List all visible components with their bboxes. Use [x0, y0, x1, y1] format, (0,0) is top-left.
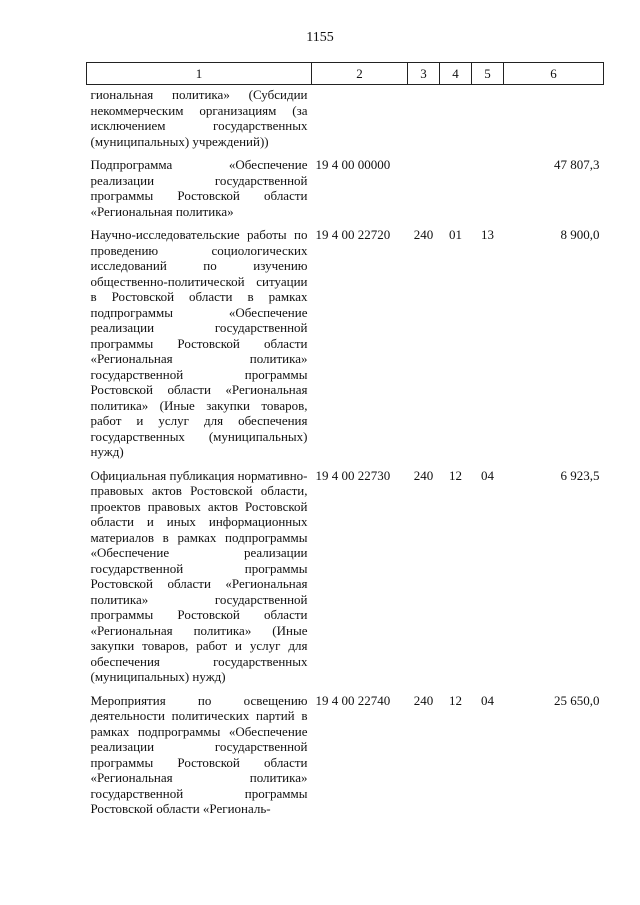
- row-code: 19 4 00 00000: [315, 157, 391, 172]
- row-name: Мероприятия по освещению деятельности политических партий в рамках подпрограммы «Обеспечение реализации государственной программы Ростовской области «Региональная политика» государственной программы Ростовской области «Региональ-: [90, 692, 308, 816]
- budget-table: [86, 62, 604, 825]
- row-rz: 12: [449, 692, 462, 708]
- row-amount: 25 650,0: [554, 692, 600, 708]
- page-number: 1155: [306, 30, 334, 45]
- row-vr: 240: [413, 692, 434, 708]
- row-amount: [504, 85, 604, 158]
- row-name: Научно-исследовательские работы по проведению социологических исследований по изучению общественно-политической ситуации в Ростовской области в рамках подпрограммы «Обеспечение реализации государственной программы Ростовской области «Региональная политика» государственной программы Ростовской области «Региональная политика» (Иные закупки товаров, работ и услуг для обеспечения государственных (муниципальных) нужд): [90, 227, 308, 459]
- row-rz: [440, 157, 472, 227]
- header-col-6: 6: [504, 63, 604, 85]
- row-code: 19 4 00 22730: [315, 467, 391, 483]
- header-col-4: 4: [440, 63, 472, 85]
- header-col-5: 5: [472, 63, 504, 85]
- table-row: [87, 85, 604, 158]
- row-pr: 04: [481, 467, 494, 483]
- table-row: [87, 468, 604, 693]
- row-vr: [408, 85, 440, 158]
- row-name: гиональная политика» (Субсидии некоммерческим организациям (за исключением государственных (муниципальных) учреждений)): [90, 87, 308, 149]
- row-rz: 01: [449, 227, 462, 242]
- header-col-3: 3: [408, 63, 440, 85]
- row-pr: 13: [481, 227, 494, 242]
- header-col-1: 1: [87, 63, 312, 85]
- row-pr: 04: [481, 692, 494, 708]
- row-vr: [408, 157, 440, 227]
- row-name: Подпрограмма «Обеспечение реализации государственной программы Ростовской области «Региональная политика»: [90, 157, 308, 219]
- table-body: [87, 85, 604, 825]
- table-header: [87, 63, 604, 85]
- table-row: [87, 227, 604, 468]
- header-row: [87, 63, 604, 85]
- row-pr: [472, 157, 504, 227]
- row-amount: 6 923,5: [560, 467, 600, 483]
- row-code: 19 4 00 22720: [315, 227, 391, 242]
- table-row: [87, 693, 604, 825]
- row-code: [312, 85, 408, 158]
- row-amount: 8 900,0: [560, 227, 600, 242]
- row-amount: 47 807,3: [554, 157, 600, 172]
- row-vr: 240: [413, 467, 434, 483]
- row-pr: [472, 85, 504, 158]
- table-row: [87, 157, 604, 227]
- row-rz: 12: [449, 467, 462, 483]
- header-col-2: 2: [312, 63, 408, 85]
- row-rz: [440, 85, 472, 158]
- row-name: Официальная публикация нормативно-правовых актов Ростовской области, проектов правовых актов Ростовской области и иных информационных материалов в рамках подпрограммы «Обеспечение реализации государственной программы Ростовской области «Региональная политика» государственной программы Ростовской области «Региональная политика» (Иные закупки товаров, работ и услуг для обеспечения государственных (муниципальных) нужд): [90, 467, 308, 684]
- row-code: 19 4 00 22740: [315, 692, 391, 708]
- row-vr: 240: [413, 227, 434, 242]
